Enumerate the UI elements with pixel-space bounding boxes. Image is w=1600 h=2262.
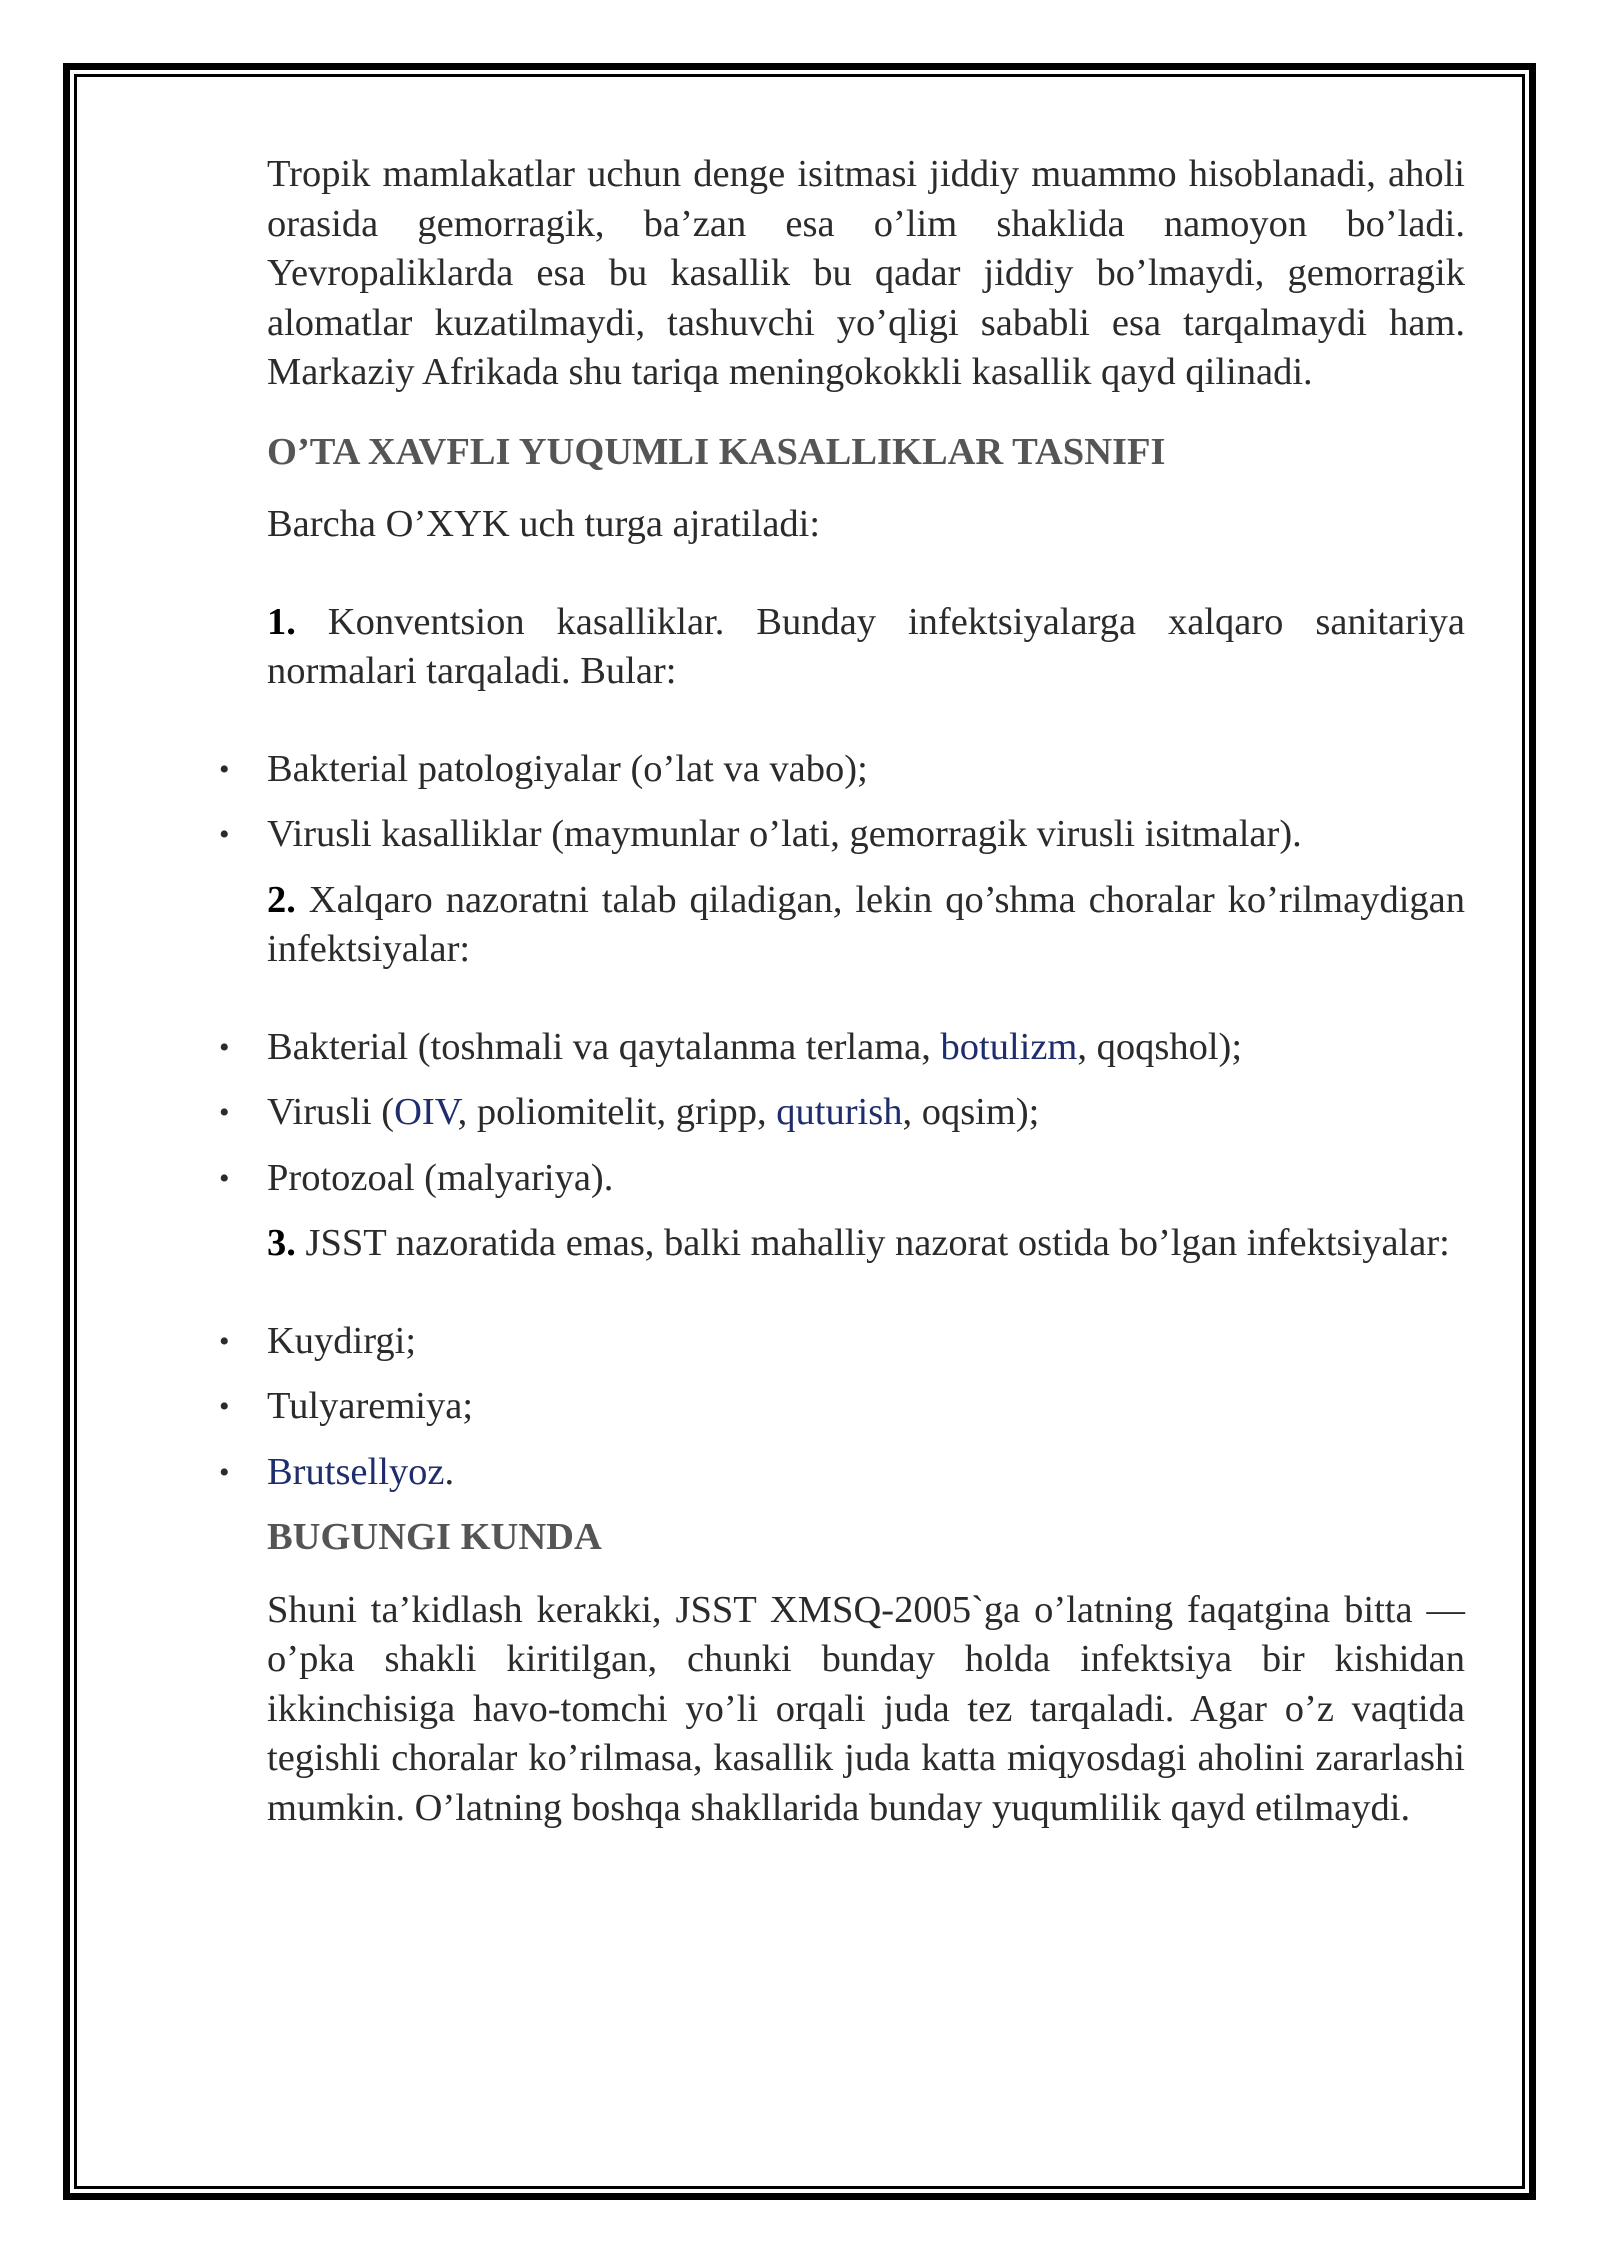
group1-number: 1. <box>267 600 296 643</box>
section-heading-today: BUGUNGI KUNDA <box>267 1516 602 1558</box>
list-item <box>219 745 1465 795</box>
bullet-icon: • <box>219 1455 230 1489</box>
bullet-icon: • <box>219 1096 230 1129</box>
group2-number: 2. <box>267 878 296 921</box>
group2-list <box>219 1023 1465 1204</box>
group3-number: 3. <box>267 1222 296 1264</box>
link-botulizm[interactable]: botulizm <box>940 1025 1078 1068</box>
section-heading-classification: O’TA XAVFLI YUQUMLI KASALLIKLAR TASNIFI <box>267 430 1166 473</box>
list-item <box>219 1317 1465 1367</box>
bullet-icon: • <box>219 818 230 851</box>
link-brutsellyoz[interactable]: Brutsellyoz <box>267 1450 445 1493</box>
bullet-icon: • <box>219 1390 230 1423</box>
bullet-icon: • <box>219 752 230 786</box>
link-quturish[interactable]: quturish <box>776 1091 903 1133</box>
list-item-text: Protozoal (malyariya). <box>267 1156 614 1199</box>
link-oiv[interactable]: OIV <box>394 1091 458 1133</box>
list-item <box>219 1448 1465 1498</box>
group2-text: Xalqaro nazoratni talab qiladigan, lekin qo’shma choralar ko’rilmaydigan infektsiyalar: <box>267 878 1465 970</box>
group3-list <box>219 1317 1465 1498</box>
list-item <box>219 1382 1465 1432</box>
list-item <box>219 1088 1465 1138</box>
group1-list <box>219 745 1465 860</box>
list-item <box>219 810 1465 860</box>
list-item-text: Kuydirgi; <box>267 1319 417 1362</box>
document-body <box>219 150 1465 1833</box>
group3-paragraph <box>267 1219 1465 1269</box>
classification-intro: Barcha O’XYK uch turga ajratiladi: <box>267 503 821 545</box>
list-item-text: , qoqshol); <box>1077 1025 1243 1068</box>
list-item-text: Bakterial patologiyalar (o’lat va vabo); <box>267 747 868 790</box>
list-item <box>219 1023 1465 1073</box>
bullet-icon: • <box>219 1030 230 1064</box>
list-item-text: Tulyaremiya; <box>267 1385 474 1427</box>
list-item-text: , poliomitelit, gripp, <box>457 1091 777 1133</box>
list-item-text: Virusli ( <box>267 1091 395 1133</box>
group2-paragraph <box>267 876 1465 975</box>
bullet-icon: • <box>219 1324 230 1358</box>
group1-text: Konventsion kasalliklar. Bunday infektsiyalarga xalqaro sanitariya normalari tarqaladi. Bular: <box>267 600 1465 692</box>
list-item-text: Virusli kasalliklar (maymunlar o’lati, gemorragik virusli isitmalar). <box>267 813 1302 855</box>
intro-paragraph: Tropik mamlakatlar uchun denge isitmasi jiddiy muammo hisoblanadi, aholi orasida gemorragik, ba’zan esa o’lim shaklida namoyon bo’ladi. Yevropaliklarda esa bu kasallik bu qadar jiddiy bo’lmaydi, gemorragik alomatlar kuzatilmaydi, tashuvchi yo’qligi sababli esa tarqalmaydi ham. Markaziy Afrikada shu tariqa meningokokkli kasallik qayd qilinadi. <box>267 153 1465 393</box>
list-item-text: , oqsim); <box>902 1091 1040 1133</box>
list-item <box>219 1154 1465 1204</box>
group3-text: JSST nazoratida emas, balki mahalliy nazorat ostida bo’lgan infektsiyalar: <box>295 1222 1450 1264</box>
bullet-icon: • <box>219 1161 230 1195</box>
group1-paragraph <box>267 598 1465 697</box>
list-item-text: Bakterial (toshmali va qaytalanma terlama, <box>267 1025 941 1068</box>
closing-paragraph: Shuni ta’kidlash kerakki, JSST XMSQ-2005`ga o’latning faqatgina bitta — o’pka shakli kiritilgan, chunki bunday holda infektsiya bir kishidan ikkinchisiga havo-tomchi yo’li orqali juda tez tarqaladi. Agar o’z vaqtida tegishli choralar ko’rilmasa, kasallik juda katta miqyosdagi aholini zararlashi mumkin. O’latning boshqa shakllarida bunday yuqumlilik qayd etilmaydi. <box>267 1588 1465 1829</box>
list-item-text: . <box>444 1450 455 1493</box>
